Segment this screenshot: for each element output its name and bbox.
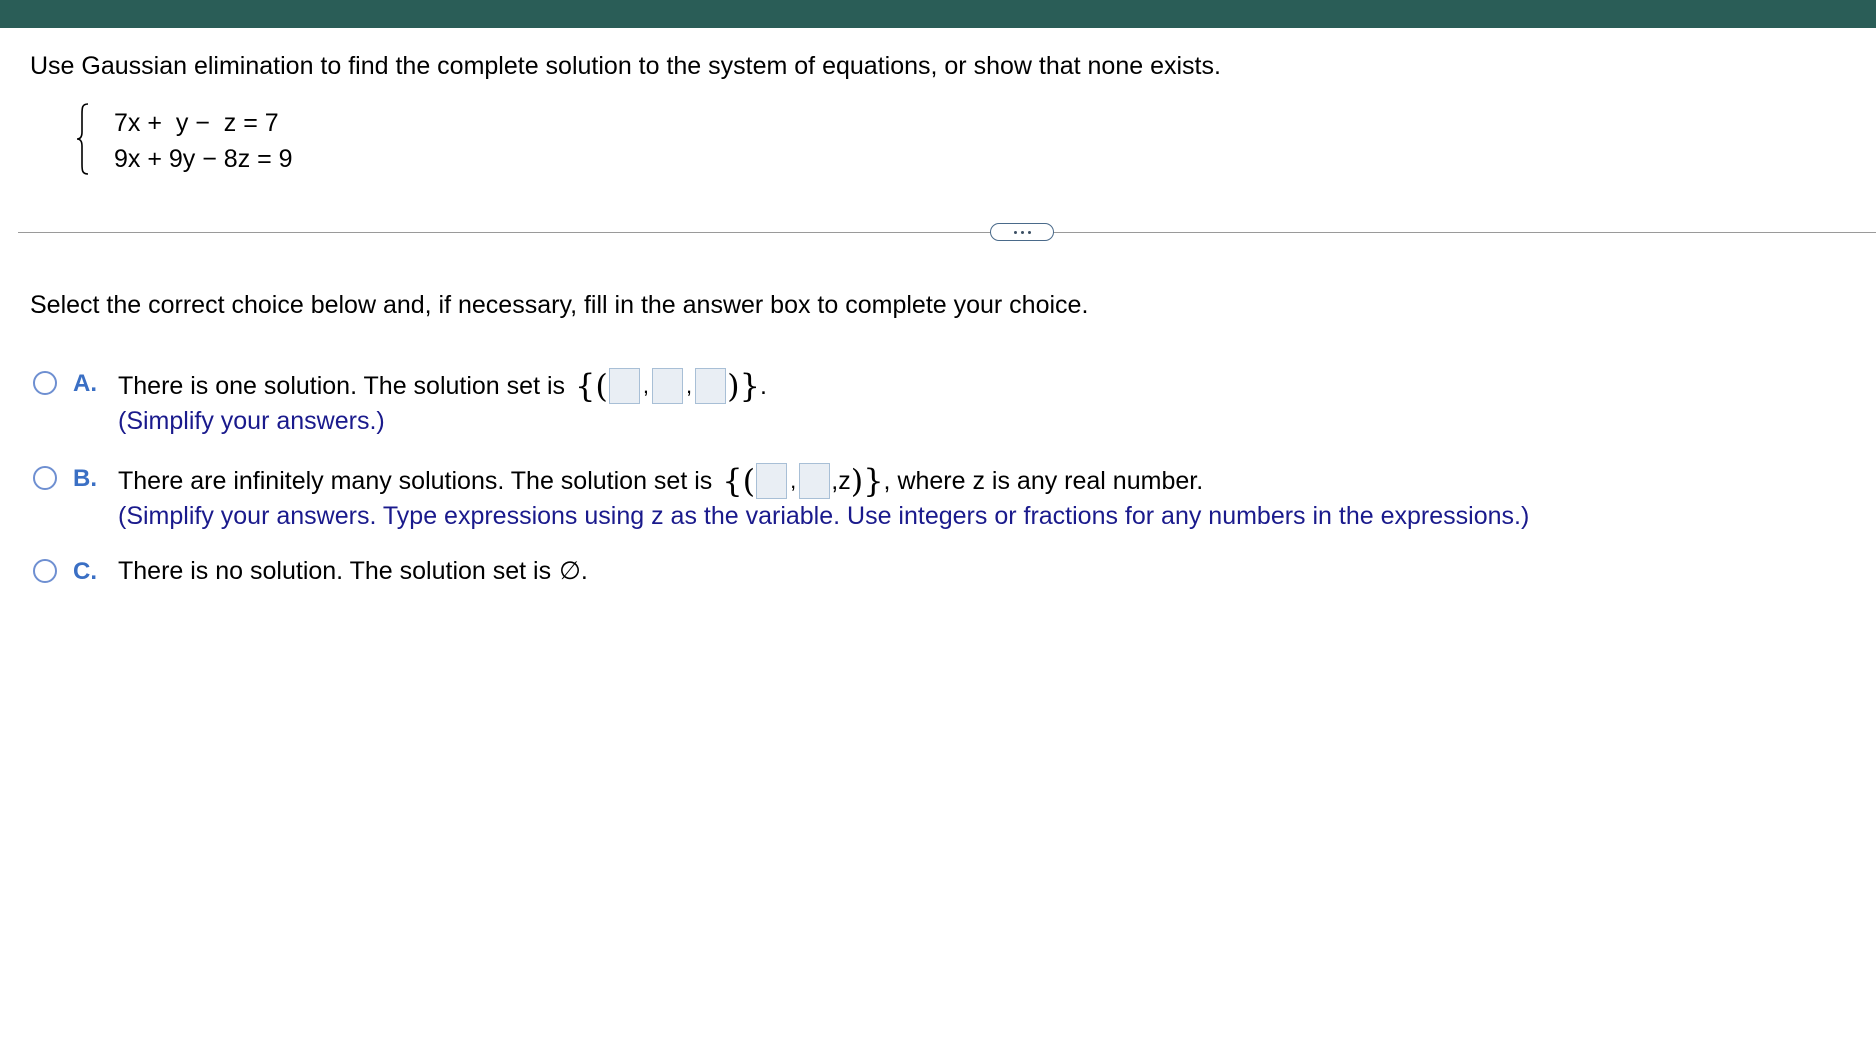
- more-options-button[interactable]: [990, 223, 1054, 241]
- equation-1: 7x + y − z = 7: [114, 109, 279, 137]
- left-brace: [76, 102, 90, 176]
- choice-b-hint: (Simplify your answers. Type expressions using z as the variable. Use integers or fractions for any numbers in the expressions.): [118, 502, 1530, 530]
- answer-box-x[interactable]: [756, 463, 787, 499]
- ellipsis-dot-icon: [1028, 231, 1031, 234]
- instructions-text: Select the correct choice below and, if necessary, fill in the answer box to complete your choice.: [30, 291, 1089, 319]
- section-divider: [18, 232, 1876, 233]
- choice-b-statement: There are infinitely many solutions. The solution set is {( , ,z )} , where z is any real number.: [118, 462, 1204, 500]
- answer-box-y[interactable]: [652, 368, 683, 404]
- top-banner: [0, 0, 1876, 28]
- z-variable: ,z: [831, 467, 851, 495]
- equation-2: 9x + 9y − 8z = 9: [114, 145, 293, 173]
- set-close-bracket: )}: [727, 367, 760, 405]
- answer-box-x[interactable]: [609, 368, 640, 404]
- choice-b-letter: B.: [73, 465, 97, 492]
- radio-choice-a[interactable]: [33, 371, 57, 395]
- question-text: Use Gaussian elimination to find the complete solution to the system of equations, or show that none exists.: [30, 52, 1221, 80]
- ellipsis-dot-icon: [1021, 231, 1024, 234]
- choice-a-hint: (Simplify your answers.): [118, 407, 385, 435]
- radio-choice-b[interactable]: [33, 466, 57, 490]
- choice-a-period: .: [759, 372, 767, 400]
- ellipsis-dot-icon: [1014, 231, 1017, 234]
- choice-a-statement: There is one solution. The solution set is {( , , )} .: [118, 367, 767, 405]
- radio-choice-c[interactable]: [33, 559, 57, 583]
- choice-c-text: There is no solution. The solution set is: [118, 557, 552, 585]
- set-close-bracket: )}: [850, 462, 884, 500]
- choice-a-text: There is one solution. The solution set is: [118, 372, 566, 400]
- empty-set-symbol: ∅: [559, 557, 581, 585]
- set-open-bracket: {(: [722, 462, 756, 500]
- choice-c-statement: [118, 556, 588, 586]
- choice-c-period: .: [580, 557, 588, 585]
- answer-box-z[interactable]: [695, 368, 726, 404]
- set-open-bracket: {(: [575, 367, 608, 405]
- choice-c-letter: C.: [73, 558, 97, 585]
- choice-b-text: There are infinitely many solutions. The solution set is: [118, 467, 713, 495]
- choice-b-after: , where z is any real number.: [883, 467, 1204, 495]
- answer-box-y[interactable]: [799, 463, 830, 499]
- choice-a-letter: A.: [73, 370, 97, 397]
- equation-system: [76, 102, 316, 182]
